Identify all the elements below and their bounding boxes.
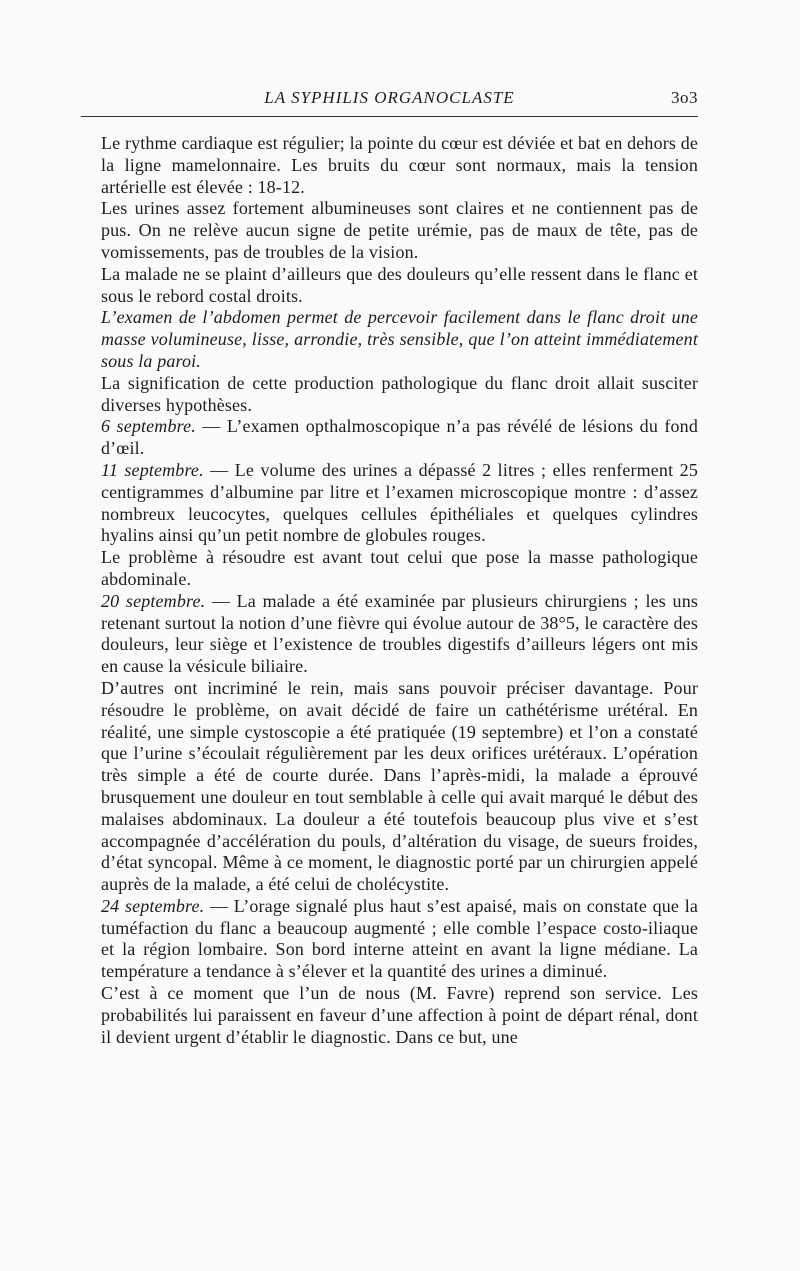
page-number: 3o3 xyxy=(671,88,698,107)
paragraph-abdomen-exam xyxy=(81,307,698,372)
paragraph-signification xyxy=(81,373,698,417)
paragraph-text: Le rythme cardiaque est régulier; la pointe du cœur est déviée et bat en dehors de la ligne mamelonnaire. Les bruits du cœur sont normaux, mais la tension artérielle est élevée : 18-12. xyxy=(101,133,698,197)
paragraph-text: D’autres ont incriminé le rein, mais sans pouvoir préciser davantage. Pour résoudre le problème, on avait décidé de faire un cathétérisme urétéral. En réalité, une simple cystoscopie a été pratiquée (19 septembre) et l’on a constaté que l’urine s’écoulait régulièrement par les deux orifices urétéraux. L’opération très simple a été de courte durée. Dans l’après-midi, la malade a éprouvé brusquement une douleur en tout semblable à celle qui avait marqué le début des malaises abdominaux. La douleur a été toutefois beaucoup plus vive et s’est accompagnée d’accélération du pouls, d’altération du visage, de sueurs froides, d’état syncopal. Même à ce moment, le diagnostic porté par un chirurgien appelé auprès de la malade, a été celui de cholécystite. xyxy=(101,677,698,895)
paragraph-text: — La malade a été examinée par plusieurs chirurgiens ; les uns retenant surtout la notion d’une fièvre qui évolue autour de 38°5, le caractère des douleurs, leur siège et l’existence de troubles digestifs d’ailleurs légers ont mis en cause la vésicule biliaire. xyxy=(101,590,698,677)
paragraph-problem xyxy=(81,547,698,591)
italic-text: L’examen de l’abdomen permet de percevoir facilement dans le flanc droit une masse volumineuse, lisse, arrondie, très sensible, que l’on atteint immédiatement sous la paroi. xyxy=(101,307,698,371)
paragraph-20-september xyxy=(81,591,698,678)
paragraph-text: C’est à ce moment que l’un de nous (M. Favre) reprend son service. Les probabilités lui paraissent en faveur d’une affection à point de départ rénal, dont il devient urgent d’établir le diagnostic. Dans ce but, une xyxy=(101,983,698,1047)
running-head xyxy=(81,86,698,116)
paragraph-complaint xyxy=(81,264,698,308)
header-rule xyxy=(81,116,698,117)
paragraph-text: Les urines assez fortement albumineuses sont claires et ne contiennent pas de pus. On ne relève aucun signe de petite urémie, pas de maux de tête, pas de vomissements, pas de troubles de la vision. xyxy=(101,198,698,262)
paragraph-text: — L’orage signalé plus haut s’est apaisé, mais on constate que la tuméfaction du flanc a beaucoup augmenté ; elle comble l’espace costo-iliaque et la région lombaire. Son bord interne atteint en avant la ligne médiane. La température a tendance à s’élever et la quantité des urines a diminué. xyxy=(101,895,699,982)
paragraph-urines xyxy=(81,198,698,263)
paragraph-cardiac xyxy=(81,133,698,198)
body-text xyxy=(81,133,698,1048)
paragraph-others xyxy=(81,678,698,896)
date-label: 11 septembre. xyxy=(101,459,204,480)
paragraph-favre xyxy=(81,983,698,1048)
running-title: LA SYPHILIS ORGANOCLASTE xyxy=(264,88,515,107)
book-page xyxy=(81,86,698,1048)
date-label: 20 septembre. xyxy=(101,590,206,611)
paragraph-text: La signification de cette production pathologique du flanc droit allait susciter diverses hypothèses. xyxy=(101,372,698,415)
paragraph-6-september xyxy=(81,416,698,460)
date-label: 6 septembre. xyxy=(101,416,196,437)
paragraph-text: — Le volume des urines a dépassé 2 litres ; elles renferment 25 centigrammes d’albumine par litre et l’examen microscopique montre : d’assez nombreux leucocytes, quelques cellules épithéliales et quelques cylindres hyalins ainsi qu’un petit nombre de globules rouges. xyxy=(101,459,698,546)
paragraph-text: Le problème à résoudre est avant tout celui que pose la masse pathologique abdominale. xyxy=(101,547,698,589)
date-label: 24 septembre. xyxy=(101,895,205,916)
paragraph-24-september xyxy=(81,896,698,983)
paragraph-11-september xyxy=(81,460,698,547)
paragraph-text: La malade ne se plaint d’ailleurs que des douleurs qu’elle ressent dans le flanc et sous le rebord costal droits. xyxy=(101,263,698,306)
paragraph-text: — L’examen opthalmoscopique n’a pas révélé de lésions du fond d’œil. xyxy=(101,416,698,459)
